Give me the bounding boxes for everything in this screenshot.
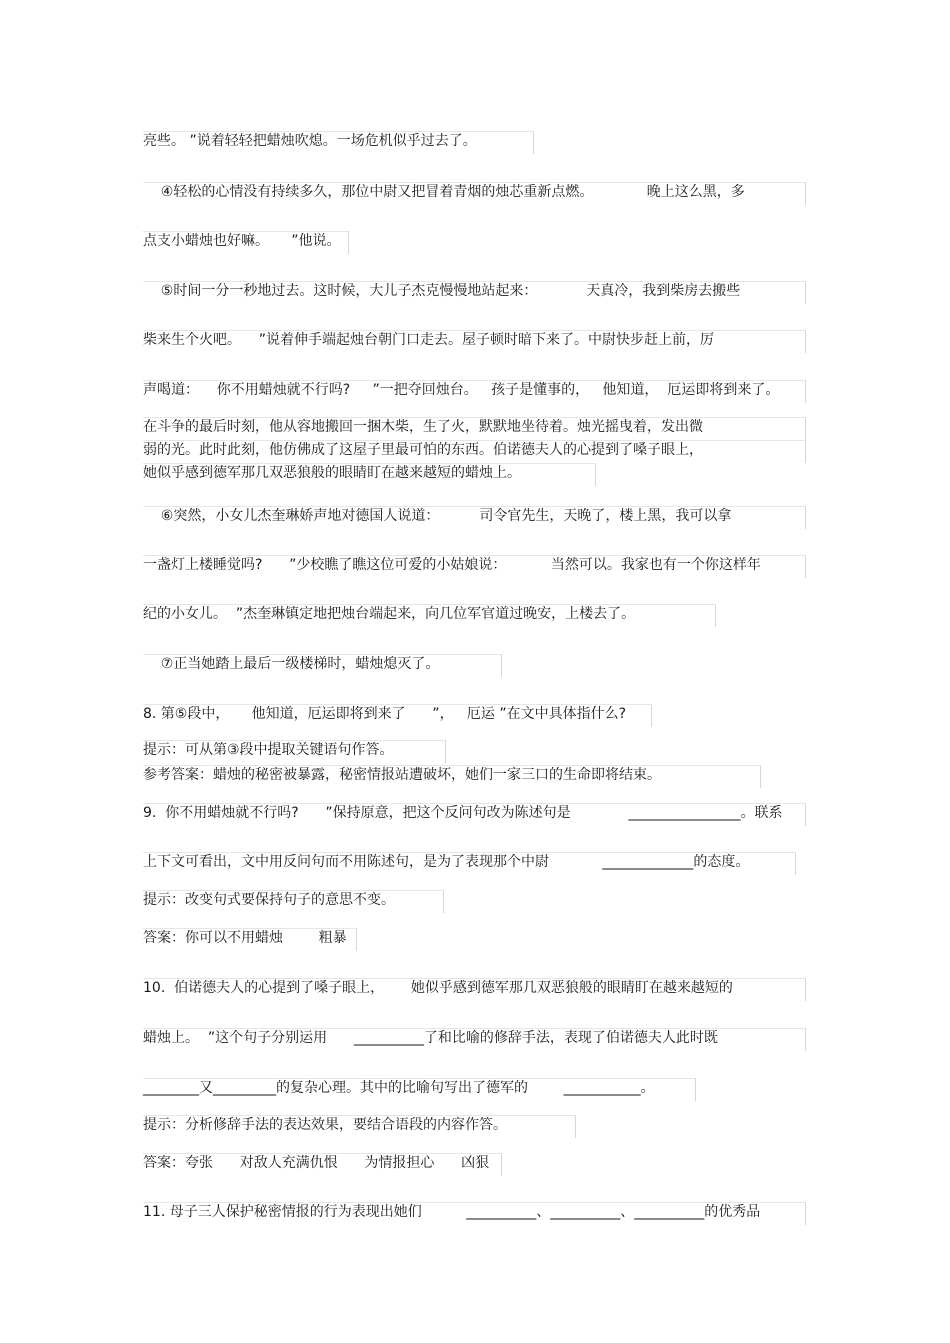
question-8-answer: 参考答案：蜡烛的秘密被暴露，秘密情报站遭破坏，她们一家三口的生命即将结束。 — [143, 767, 661, 783]
question-8-hint: 提示：可从第③段中提取关键语句作答。 — [143, 742, 394, 758]
paragraph-6-line-3: 纪的小女儿。 ”杰奎琳镇定地把烛台端起来，向几位军官道过晚安，上楼去了。 — [143, 606, 636, 622]
question-8: 8. 第⑤段中， 他知道，厄运即将到来了 ”， 厄运 ”在文中具体指什么? — [143, 706, 627, 722]
question-9-answer: 答案：你可以不用蜡烛 粗暴 — [143, 930, 347, 946]
text-line: 亮些。 ”说着轻轻把蜡烛吹熄。一场危机似乎过去了。 — [143, 133, 477, 149]
paragraph-5-line-1: ⑤时间一分一秒地过去。这时候，大儿子杰克慢慢地站起来： 天真冷，我到柴房去搬些 — [143, 283, 741, 299]
paragraph-5-line-5: 弱的光。此时此刻，他仿佛成了这屋子里最可怕的东西。伯诺德夫人的心提到了嗓子眼上， — [143, 442, 703, 458]
question-10-hint: 提示：分析修辞手法的表达效果，要结合语段的内容作答。 — [143, 1117, 507, 1133]
paragraph-5-line-3: 声喝道： 你不用蜡烛就不行吗? ”一把夺回烛台。 孩子是懂事的， 他知道， 厄运即将到来了。 — [143, 382, 780, 398]
paragraph-5-line-2: 柴来生个火吧。 ”说着伸手端起烛台朝门口走去。屋子顿时暗下来了。中尉快步赶上前，厉 — [143, 332, 715, 348]
question-9-line-2: 上下文可看出，文中用反问句而不用陈述句，是为了表现那个中尉 _____________的态度。 — [143, 854, 750, 870]
question-11: 11. 母子三人保护秘密情报的行为表现出她们 __________、__________、__________的优秀品 — [143, 1204, 761, 1220]
paragraph-5-line-6: 她似乎感到德军那几双恶狼般的眼睛盯在越来越短的蜡烛上。 — [143, 465, 521, 481]
question-10-answer: 答案：夸张 对敌人充满仇恨 为情报担心 凶狠 — [143, 1155, 490, 1171]
question-10-line-3: ________又_________的复杂心理。其中的比喻句写出了德军的 ___________。 — [143, 1080, 655, 1096]
question-10-line-1: 10. 伯诺德夫人的心提到了嗓子眼上， 她似乎感到德军那几双恶狼般的眼睛盯在越来越短的 — [143, 980, 733, 996]
paragraph-4-line-1: ④轻松的心情没有持续多久，那位中尉又把冒着青烟的烛芯重新点燃。 晚上这么黑，多 — [143, 184, 745, 200]
question-10-line-2: 蜡烛上。 ”这个句子分别运用 __________了和比喻的修辞手法，表现了伯诺德夫人此时既 — [143, 1030, 718, 1046]
question-9-line-1: 9. 你不用蜡烛就不行吗? ”保持原意，把这个反问句改为陈述句是 ________________。联系 — [143, 805, 783, 821]
paragraph-6-line-2: 一盏灯上楼睡觉吗? ”少校瞧了瞧这位可爱的小姑娘说： 当然可以。我家也有一个你这样年 — [143, 557, 761, 573]
paragraph-6-line-1: ⑥突然，小女儿杰奎琳娇声地对德国人说道： 司令官先生，天晚了，楼上黑，我可以拿 — [143, 508, 732, 524]
question-9-hint: 提示：改变句式要保持句子的意思不变。 — [143, 892, 395, 908]
paragraph-7: ⑦正当她踏上最后一级楼梯时，蜡烛熄灭了。 — [143, 656, 440, 672]
paragraph-5-line-4: 在斗争的最后时刻，他从容地搬回一捆木柴，生了火，默默地坐待着。烛光摇曳着，发出微 — [143, 419, 703, 435]
paragraph-4-line-2: 点支小蜡烛也好嘛。 ”他说。 — [143, 233, 341, 249]
